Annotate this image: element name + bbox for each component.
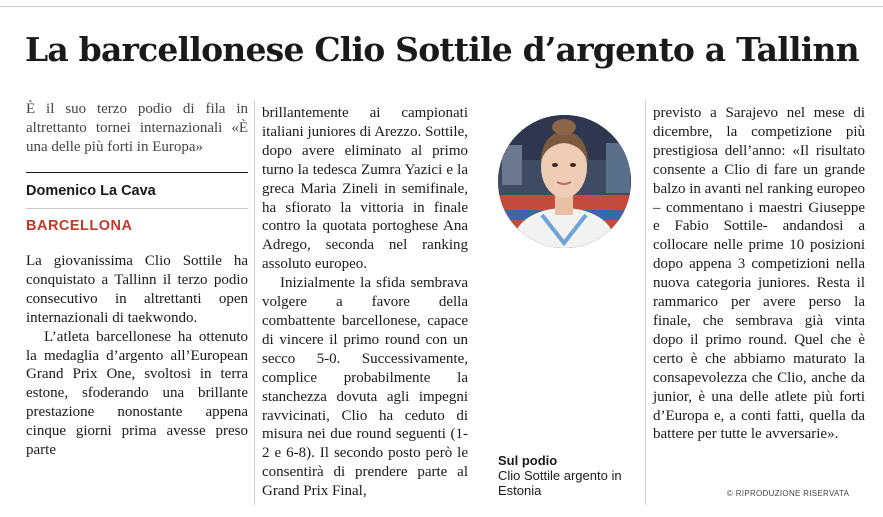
- paragraph-2: L’atleta barcellonese ha ottenuto la medaglia d’argento all’European Grand Prix One, svoltosi in terra estone, sfoderando una brillante prestazione nonostante appena cinque giorni prima avesse preso parte: [26, 328, 248, 459]
- dateline: BARCELLONA: [26, 208, 248, 235]
- athlete-photo: [498, 115, 631, 248]
- photo-caption: [498, 453, 648, 498]
- paragraph-3: brillantemente ai campionati italiani juniores di Arezzo. Sottile, dopo avere eliminato al primo turno la tedesca Zumra Yazici e la greca Maria Zineli in semifinale, ha sfiorato la vittoria in finale contro la quotata portoghese Ana Adrego, seconda nel ranking assoluto europeo.: [262, 105, 468, 273]
- column-1: [26, 100, 248, 460]
- headline: La barcellonese Clio Sottile d’argento a Tallinn: [25, 30, 859, 69]
- paragraph-5: previsto a Sarajevo nel mese di dicembre, la competizione più prestigiosa dell’anno: «Il risultato consente a Clio di fare un grande balzo in avanti nel ranking europeo – commentano i maestri Giuseppe e Fabio Sottile- andandosi a collocare nelle prime 10 posizioni dopo appena 3 competizioni nella nuova categoria juniores. Resta il rammarico per avere perso la finale, che sembrava già vinta dopo il primo round. Quel che è certo è che abbiamo maturato la consapevolezza che Clio, anche da junior, è una delle atlete più forti d’Europa e, a conti fatti, quella da battere per tutte le avversarie».: [653, 105, 866, 443]
- copyright-notice: © RIPRODUZIONE RISERVATA: [727, 489, 850, 498]
- column-3: [653, 104, 865, 444]
- column-divider: [645, 100, 646, 505]
- column-2: [262, 104, 468, 501]
- column-divider: [254, 100, 255, 505]
- paragraph-4: Inizialmente la sfida sembrava volgere a favore della combattente barcellonese, capace di vincere il primo round con un secco 5-0. Successivamente, complice probabilmente la stanchezza dovuta agli impegni ravvicinati, Clio ha ceduto di misura nei due round seguenti (1-2 e 6-8). Il secondo posto però le consentirà di prendere parte al Grand Prix Final,: [262, 275, 468, 500]
- caption-text: Clio Sottile argento in Estonia: [498, 468, 622, 498]
- top-rule: [0, 6, 883, 7]
- byline: Domenico La Cava: [26, 172, 248, 200]
- athlete-portrait-image: [498, 115, 631, 248]
- summary: È il suo terzo podio di fila in altrettanto tornei internazionali «È una delle più forti in Europa»: [26, 101, 248, 155]
- column-1-body: [26, 252, 248, 460]
- caption-title: Sul podio: [498, 453, 558, 468]
- paragraph-1: La giovanissima Clio Sottile ha conquistato a Tallinn il terzo podio consecutivo in altrettanti open internazionali di taekwondo.: [26, 253, 248, 326]
